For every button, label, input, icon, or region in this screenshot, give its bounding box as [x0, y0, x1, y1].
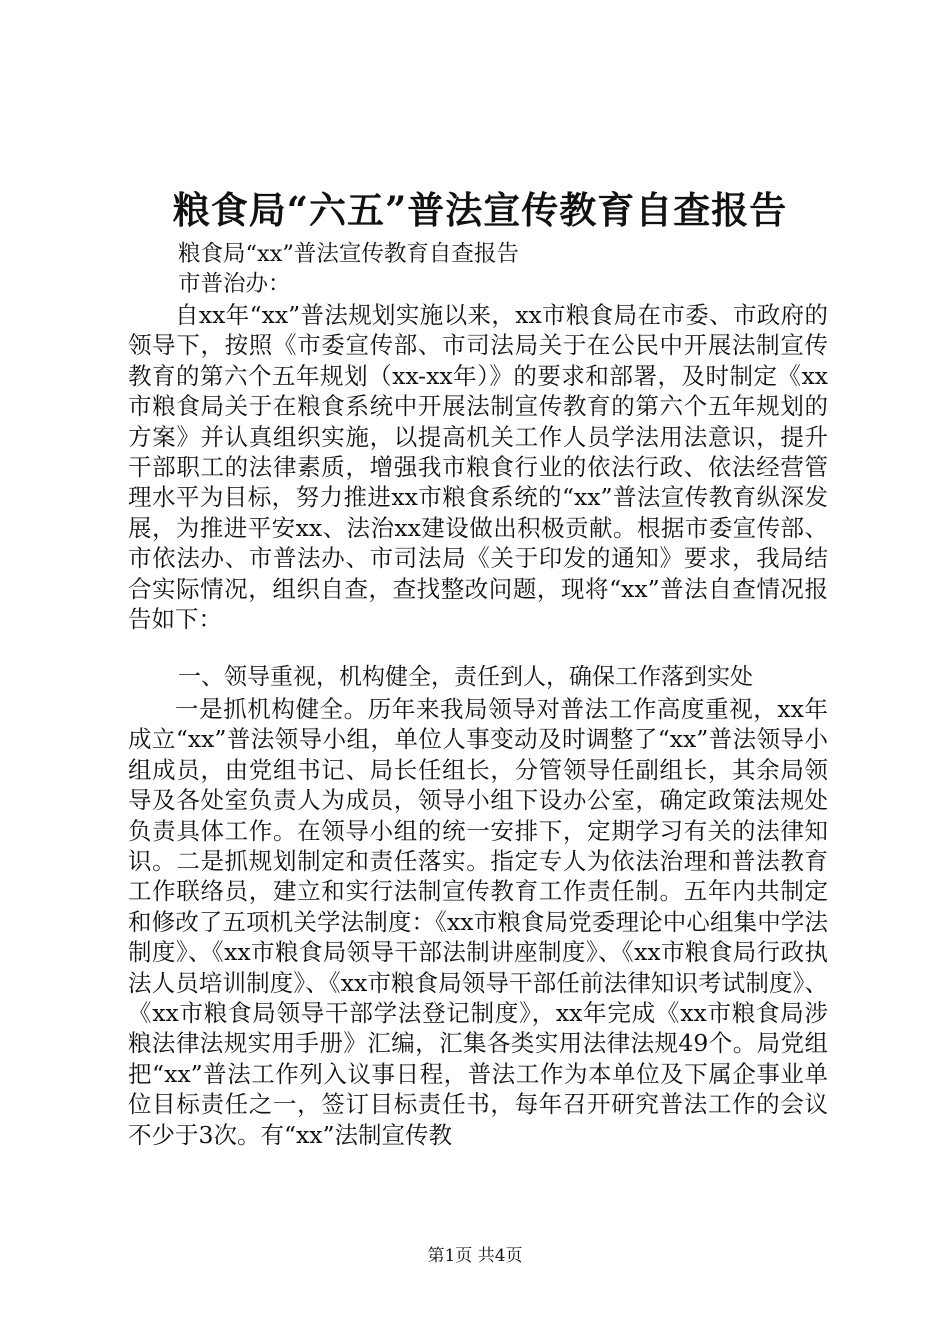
- addressee: 市普治办：: [178, 271, 291, 297]
- page-footer: 第1页 共4页: [427, 1246, 523, 1266]
- paragraph-intro: 自xx年“xx”普法规划实施以来，xx市粮食局在市委、市政府的领导下，按照《市委宣传部、市司法局关于在公民中开展法制宣传教育的第六个五年规划（xx-xx年）》的要求和部署，及时制定《xx市粮食局关于在粮食系统中开展法制宣传教育的第六个五年规划的方案》并认真组织实施，以提高机关工作人员学法用法意识，提升干部职工的法律素质，增强我市粮食行业的依法行政、依法经营管理水平为目标，努力推进xx市粮食系统的“xx”普法宣传教育纵深发展，为推进平安xx、法治xx建设做出积极贡献。根据市委宣传部、市依法办、市普法办、市司法局《关于印发的通知》要求，我局结合实际情况，组织自查，查找整改问题，现将“xx”普法自查情况报告如下：: [128, 301, 828, 634]
- paragraph-section-1: 一是抓机构健全。历年来我局领导对普法工作高度重视，xx年成立“xx”普法领导小组，单位人事变动及时调整了“xx”普法领导小组成员，由党组书记、局长任组长，分管领导任副组长，其余局领导及各处室负责人为成员，领导小组下设办公室，确定政策法规处负责具体工作。在领导小组的统一安排下，定期学习有关的法律知识。二是抓规划制定和责任落实。指定专人为依法治理和普法教育工作联络员，建立和实行法制宣传教育工作责任制。五年内共制定和修改了五项机关学法制度：《xx市粮食局党委理论中心组集中学法制度》、《xx市粮食局领导干部法制讲座制度》、《xx市粮食局行政执法人员培训制度》、《xx市粮食局领导干部任前法律知识考试制度》、《xx市粮食局领导干部学法登记制度》，xx年完成《xx市粮食局涉粮法律法规实用手册》汇编，汇集各类实用法律法规49个。局党组把“xx”普法工作列入议事日程，普法工作为本单位及下属企事业单位目标责任之一，签订目标责任书，每年召开研究普法工作的会议不少于3次。有“xx”法制宣传教: [128, 695, 828, 1149]
- document-title: 粮食局“六五”普法宣传教育自查报告: [172, 188, 788, 232]
- document-subtitle: 粮食局“xx”普法宣传教育自查报告: [178, 241, 519, 267]
- section-heading-1: 一、领导重视，机构健全，责任到人，确保工作落到实处: [178, 664, 753, 690]
